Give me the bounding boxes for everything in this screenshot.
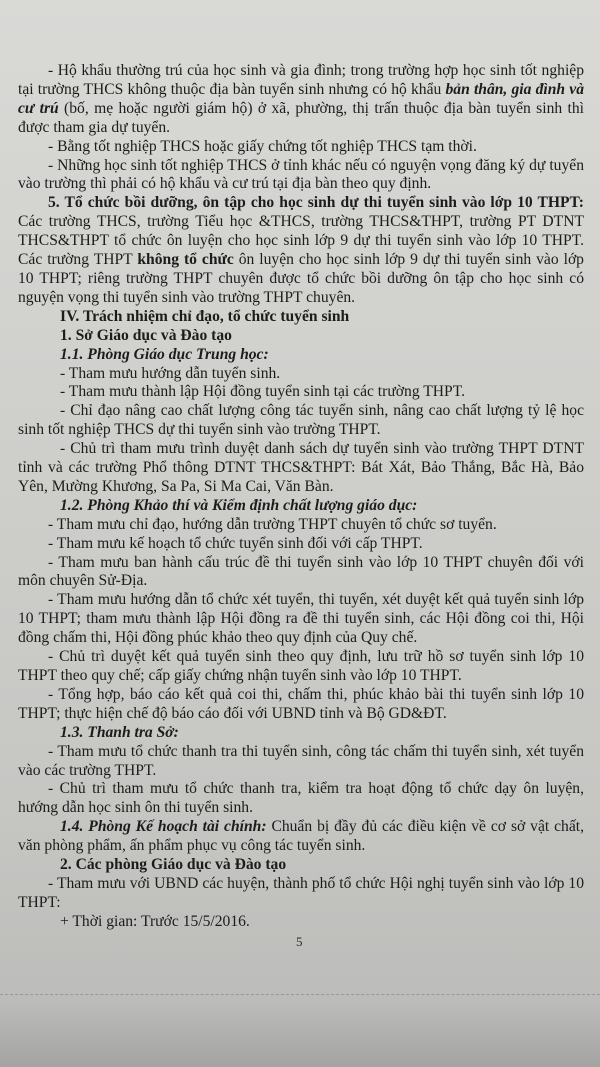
paragraph-text: (bố, mẹ hoặc người giám hộ) ở xã, phường, thị trấn thuộc địa bàn tuyển sinh thì được tham gia dự tuyển.	[18, 99, 584, 136]
list-item: - Tham mưu hướng dẫn tuyển sinh.	[60, 364, 281, 382]
paragraph-other-province: - Những học sinh tốt nghiệp THCS ở tỉnh khác nếu có nguyện vọng đăng ký dự tuyển vào trường thì phải có hộ khẩu và cư trú tại địa bàn theo quy định.	[18, 156, 584, 193]
list-item: + Thời gian: Trước 15/5/2016.	[60, 912, 250, 930]
heading-department: 1. Sở Giáo dục và Đào tạo	[60, 326, 232, 344]
list-item: - Tham mưu tổ chức thanh tra thi tuyển sinh, công tác chấm thi tuyển sinh, xét tuyển vào các trường THPT.	[18, 742, 584, 779]
list-item: - Tham mưu với UBND các huyện, thành phố tổ chức Hội nghị tuyển sinh vào lớp 10 THPT:	[18, 874, 584, 911]
section-5-title: 5. Tổ chức bồi dưỡng, ôn tập cho học sinh dự thi tuyển sinh vào lớp 10 THPT:	[48, 194, 584, 212]
list-item: - Tham mưu ban hành cấu trúc đề thi tuyển sinh vào lớp 10 THPT chuyên đối với môn chuyên Sử-Địa.	[18, 553, 584, 590]
page-number: 5	[296, 934, 303, 949]
section-4-heading: IV. Trách nhiệm chỉ đạo, tổ chức tuyển sinh	[60, 307, 350, 325]
heading-1-1: 1.1. Phòng Giáo dục Trung học:	[60, 345, 269, 363]
emphasis-text: bản thân, gia đình và cư trú	[18, 80, 584, 117]
paragraph-text: Các trường THCS, trường Tiểu học &THCS, trường THCS&THPT, trường PT DTNT THCS&THPT tổ chức ôn luyện cho học sinh lớp 9 dự thi tuyển sinh vào lớp 10 THPT. Các trường THPT	[18, 213, 584, 269]
paragraph-household	[18, 62, 584, 138]
section-5	[18, 194, 584, 307]
emphasis-text: không tổ chức	[137, 251, 234, 269]
list-item: - Tham mưu thành lập Hội đồng tuyển sinh tại các trường THPT.	[60, 383, 465, 401]
list-item: - Chủ trì duyệt kết quả tuyển sinh theo quy định, lưu trữ hồ sơ tuyển sinh lớp 10 THPT theo quy chế; cấp giấy chứng nhận tuyển sinh vào lớp 10 THPT.	[18, 648, 584, 684]
heading-1-2: 1.2. Phòng Khảo thí và Kiểm định chất lượng giáo dục:	[60, 496, 418, 514]
section-1-4	[18, 818, 584, 856]
list-item: - Tham mưu chỉ đạo, hướng dẫn trường THPT chuyên tổ chức sơ tuyển.	[48, 515, 497, 533]
heading-1-4: 1.4. Phòng Kế hoạch tài chính:	[60, 818, 267, 836]
heading-1-3: 1.3. Thanh tra Sở:	[60, 723, 179, 741]
heading-district-offices: 2. Các phòng Giáo dục và Đào tạo	[60, 856, 287, 874]
paragraph-certificate: - Bằng tốt nghiệp THCS hoặc giấy chứng tốt nghiệp THCS tạm thời.	[48, 137, 477, 155]
list-item: - Tham mưu kế hoạch tổ chức tuyển sinh đối với cấp THPT.	[48, 534, 423, 552]
paragraph-text: - Hộ khẩu thường trú của học sinh và gia đình; trong trường hợp học sinh tốt nghiệp tại trường THCS không thuộc địa bàn tuyển sinh nhưng có hộ khẩu	[18, 62, 584, 98]
list-item: - Chủ trì tham mưu tổ chức thanh tra, kiểm tra hoạt động tổ chức dạy ôn luyện, hướng dẫn học sinh ôn thi tuyển sinh.	[18, 780, 584, 817]
page-shadow	[0, 1000, 600, 1067]
list-item: - Chỉ đạo nâng cao chất lượng công tác tuyển sinh, nâng cao chất lượng tỷ lệ học sinh tốt nghiệp THCS dự thi tuyển sinh vào trường THPT.	[18, 402, 584, 439]
list-item: - Tổng hợp, báo cáo kết quả coi thi, chấm thi, phúc khảo bài thi tuyển sinh lớp 10 THPT; thực hiện chế độ báo cáo đối với UBND tỉnh và Bộ GD&ĐT.	[18, 685, 584, 722]
paragraph-text: Chuẩn bị đầy đủ các điều kiện về cơ sở vật chất, văn phòng phẩm, ấn phẩm phục vụ công tác tuyển sinh.	[18, 818, 584, 855]
list-item: - Tham mưu hướng dẫn tổ chức xét tuyển, thi tuyển, xét duyệt kết quả tuyển sinh lớp 10 THPT; tham mưu thành lập Hội đồng ra đề thi tuyển sinh, các Hội đồng coi thi, Hội đồng chấm thi, Hội đồng phúc khảo theo quy định của Quy chế.	[18, 591, 584, 647]
list-item: - Chủ trì tham mưu trình duyệt danh sách dự tuyển sinh vào trường THPT DTNT tỉnh và các trường Phổ thông DTNT THCS&THPT: Bát Xát, Bảo Thắng, Bắc Hà, Bảo Yên, Mường Khương, Sa Pa, Si Ma Cai, Văn Bàn.	[18, 440, 584, 495]
paragraph-text: ôn luyện cho học sinh lớp 9 dự thi tuyển sinh vào lớp 10 THPT; riêng trường THPT chuyên được tổ chức bồi dưỡng ôn tập cho học sinh có nguyện vọng thi tuyển sinh vào trường THPT chuyên.	[18, 251, 584, 306]
document-body	[18, 62, 584, 932]
page-fold-divider	[0, 994, 600, 996]
